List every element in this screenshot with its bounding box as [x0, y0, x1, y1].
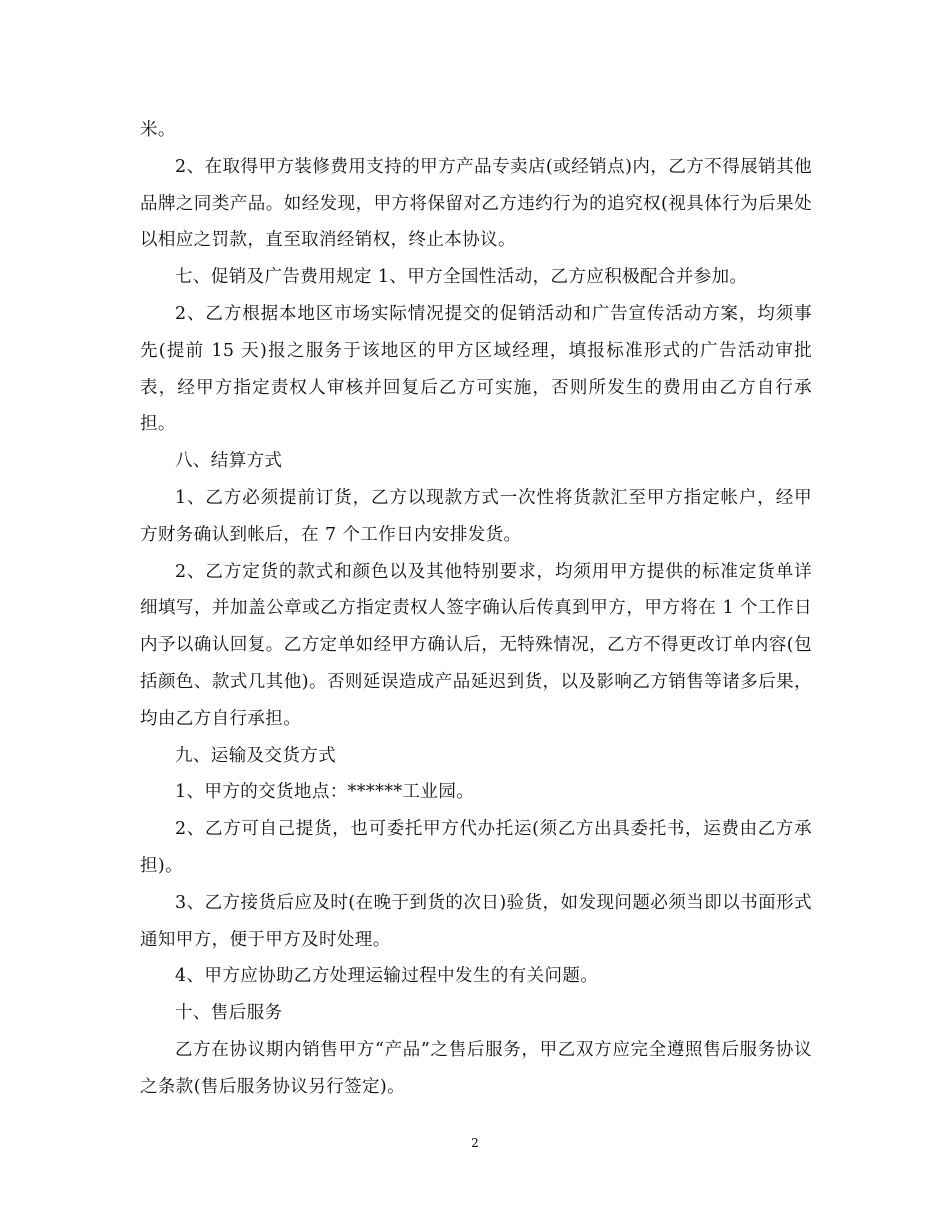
paragraph: 1、甲方的交货地点：******工业园。: [175, 782, 475, 803]
paragraph: 3、乙方接货后应及时(在晚于到货的次日)验货，如发现问题必须当即以书面形式通知甲方，便于甲方及时处理。: [140, 892, 812, 950]
section-heading-transport: 九、运输及交货方式: [175, 745, 337, 766]
section-heading-after-sales: 十、售后服务: [175, 1003, 283, 1024]
document-body: [140, 112, 812, 1106]
paragraph: 1、乙方必须提前订货，乙方以现款方式一次性将货款汇至甲方指定帐户，经甲方财务确认到帐后，在 7 个工作日内安排发货。: [140, 487, 812, 545]
section-heading-settlement: 八、结算方式: [175, 451, 283, 472]
paragraph: 乙方在协议期内销售甲方“产品”之售后服务，甲乙双方应完全遵照售后服务协议之条款(售后服务协议另行签定)。: [140, 1039, 812, 1097]
paragraph: 2、乙方根据本地区市场实际情况提交的促销活动和广告宣传活动方案，均须事先(提前 15 天)报之服务于该地区的甲方区域经理，填报标准形式的广告活动审批表，经甲方指定责权人审核并回复后乙方可实施，否则所发生的费用由乙方自行承担。: [140, 303, 812, 435]
paragraph: 2、乙方可自己提货，也可委托甲方代办托运(须乙方出具委托书，运费由乙方承担)。: [140, 819, 812, 876]
section-heading-promotion: 七、促销及广告费用规定 1、甲方全国性活动，乙方应积极配合并参加。: [175, 267, 748, 288]
paragraph: 2、乙方定货的款式和颜色以及其他特别要求，均须用甲方提供的标准定货单详细填写，并加盖公章或乙方指定责权人签字确认后传真到甲方，甲方将在 1 个工作日内予以确认回复。乙方定单如经甲方确认后，无特殊情况，乙方不得更改订单内容(包括颜色、款式几其他)。否则延误造成产品延迟到货，以及影响乙方销售等诸多后果，均由乙方自行承担。: [140, 561, 812, 729]
paragraph: 米。: [140, 120, 176, 140]
page-number: 2: [471, 1136, 479, 1150]
paragraph: 2、在取得甲方装修费用支持的甲方产品专卖店(或经销点)内，乙方不得展销其他品牌之同类产品。如经发现，甲方将保留对乙方违约行为的追究权(视具体行为后果处以相应之罚款，直至取消经销权，终止本协议。: [140, 156, 812, 251]
paragraph: 4、甲方应协助乙方处理运输过程中发生的有关问题。: [175, 966, 599, 987]
